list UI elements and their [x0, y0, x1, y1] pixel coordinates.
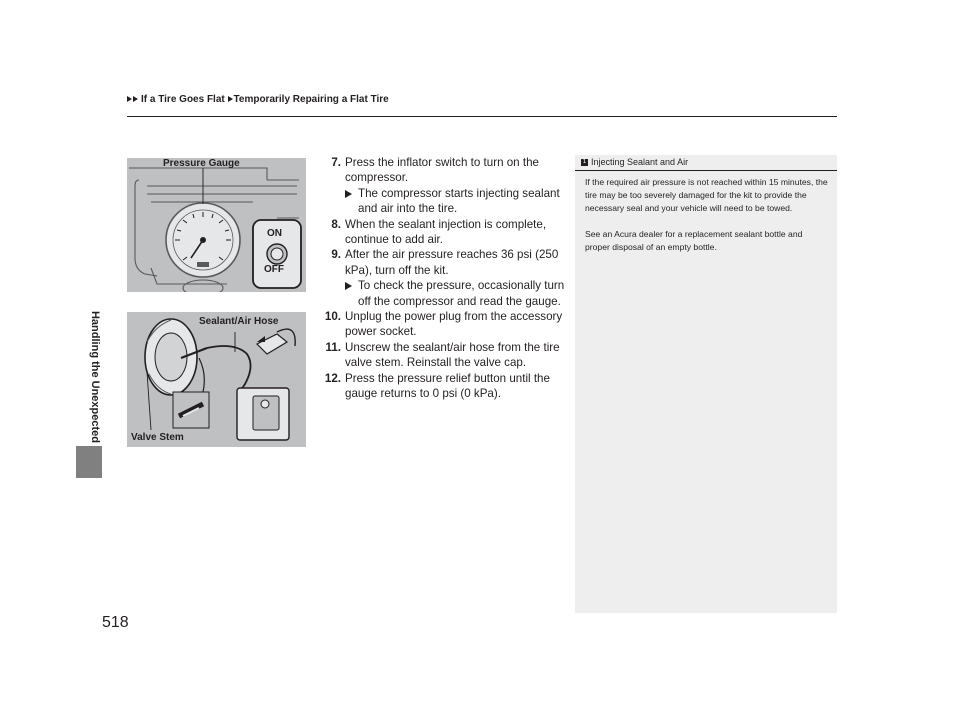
note-title — [575, 155, 837, 171]
substep-arrow-icon — [345, 190, 352, 198]
note-paragraph: See an Acura dealer for a replacement sealant bottle and proper disposal of an empty bottle. — [585, 228, 803, 252]
side-tab — [86, 292, 104, 462]
breadcrumb-arrow-icon — [133, 96, 138, 102]
breadcrumb — [127, 94, 389, 105]
step-item: 9. After the air pressure reaches 36 psi (250 kPa), turn off the kit. — [331, 248, 559, 277]
page-number: 518 — [102, 614, 129, 631]
switch-on-label: ON — [267, 228, 282, 239]
valve-stem-label: Valve Stem — [131, 432, 184, 443]
step-item: 12. Press the pressure relief button until the gauge returns to 0 psi (0 kPa). — [324, 371, 550, 401]
sealant-hose-label: Sealant/Air Hose — [199, 316, 279, 327]
breadcrumb-arrow-icon — [228, 96, 233, 102]
pressure-gauge-figure — [127, 158, 306, 292]
sealant-hose-figure — [127, 312, 306, 447]
instruction-steps — [312, 155, 566, 402]
breadcrumb-page[interactable]: Temporarily Repairing a Flat Tire — [233, 94, 389, 105]
switch-off-label: OFF — [264, 264, 284, 275]
header-rule — [127, 116, 837, 117]
breadcrumb-section[interactable]: If a Tire Goes Flat — [141, 94, 225, 105]
step-substep: The compressor starts injecting sealant and air into the tire. — [312, 186, 566, 217]
pressure-gauge-label: Pressure Gauge — [163, 158, 240, 169]
step-substep: To check the pressure, occasionally turn off the compressor and read the gauge. — [312, 278, 566, 309]
note-paragraph: If the required air pressure is not reached within 15 minutes, the tire may be too severely damaged for the kit to provide the necessary seal and your vehicle will need to be towed. — [585, 177, 828, 214]
hose-illustration — [127, 312, 306, 447]
note-body — [585, 176, 829, 266]
side-tab-marker — [76, 446, 102, 478]
step-item: 8. When the sealant injection is complete, continue to add air. — [331, 217, 547, 247]
note-ref-icon: 1 — [582, 159, 587, 166]
side-tab-label: Handling the Unexpected — [89, 310, 101, 444]
note-title-text: Injecting Sealant and Air — [591, 157, 689, 167]
step-item: 11. Unscrew the sealant/air hose from the tire valve stem. Reinstall the valve cap. — [325, 340, 560, 370]
substep-arrow-icon — [345, 282, 352, 290]
step-item: 10. Unplug the power plug from the accessory power socket. — [324, 310, 563, 339]
note-box — [575, 155, 837, 613]
step-item: 7. Press the inflator switch to turn on the compressor. — [331, 156, 539, 185]
breadcrumb-arrow-icon — [127, 96, 132, 102]
